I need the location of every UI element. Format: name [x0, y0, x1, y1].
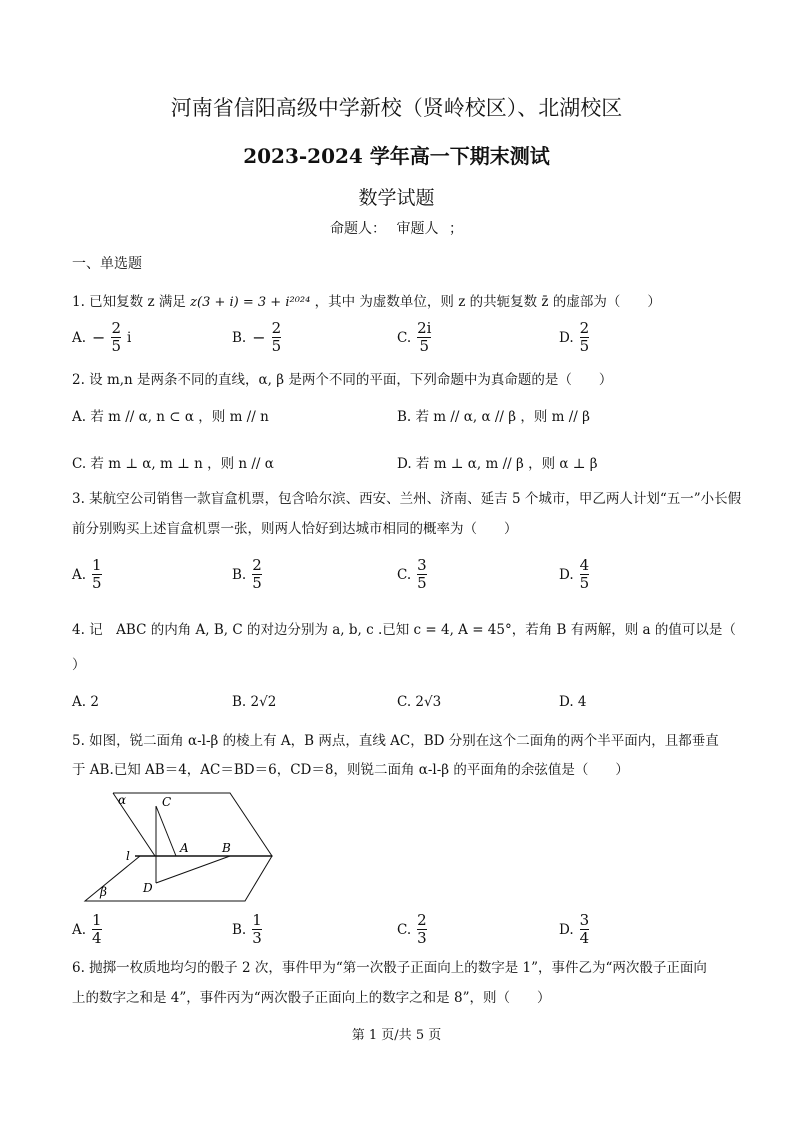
fraction: [580, 320, 590, 355]
subject-title: 数学试题: [358, 187, 435, 209]
option-label: D.: [559, 566, 574, 583]
fraction: [580, 912, 590, 947]
denominator: 5: [579, 574, 590, 592]
question-4-line-1: 4. 记 ABC 的内角 A, B, C 的对边分别为 a, b, c .已知 c = 4, A = 45°，若角 B 有两解，则 a 的值可以是（: [72, 622, 736, 638]
question-5-line-2: 于 AB.已知 AB＝4，AC＝BD＝6，CD＝8，则锐二面角 α-l-β 的平面角的余弦值是（ ）: [72, 762, 629, 778]
denominator: 3: [417, 929, 427, 947]
school-title: 河南省信阳高级中学新校（贤岭校区）、北湖校区: [170, 96, 623, 120]
fraction: [92, 912, 102, 947]
denominator: 5: [579, 337, 590, 355]
dihedral-angle-figure: [80, 788, 280, 906]
question-4-line-2: ）: [72, 657, 86, 673]
option-label: C.: [397, 566, 412, 583]
fraction: [580, 557, 590, 592]
q3-option-d: [559, 557, 589, 592]
option-label: A.: [72, 566, 87, 583]
fraction: [417, 320, 431, 355]
fraction: [272, 320, 282, 355]
q5-option-c: [397, 912, 427, 947]
question-1-stem: [72, 292, 661, 313]
numerator: 1: [92, 911, 102, 929]
label-alpha: α: [118, 793, 127, 807]
label-beta: β: [100, 885, 107, 899]
section-heading: 一、单选题: [72, 256, 142, 272]
fraction: [252, 912, 262, 947]
q5-option-a: [72, 912, 102, 947]
denominator: 5: [419, 337, 430, 355]
q2-option-d: D. 若 m ⊥ α, m // β ，则 α ⊥ β: [397, 456, 598, 472]
q3-option-b: [232, 557, 262, 592]
fraction: [92, 557, 102, 592]
numerator: 2: [579, 319, 590, 337]
numerator: 2: [417, 911, 427, 929]
q5-option-b: [232, 912, 262, 947]
denominator: 5: [252, 574, 262, 592]
option-label: D.: [559, 329, 574, 346]
denominator: 5: [111, 337, 121, 355]
label-c: C: [162, 795, 172, 809]
question-6-line-1: 6. 抛掷一枚质地均匀的骰子 2 次，事件甲为“第一次骰子正面向上的数字是 1”，事件乙为“两次骰子正面向: [72, 960, 707, 976]
exam-title: 2023-2024 学年高一下期末测试: [243, 144, 550, 168]
numerator: 2: [252, 556, 262, 574]
numerator: 1: [92, 556, 102, 574]
q1-text-a: 1. 已知复数 z 满足: [72, 294, 186, 310]
numerator: 3: [579, 911, 590, 929]
q1-option-c: [397, 320, 431, 355]
question-2-stem: 2. 设 m,n 是两条不同的直线，α, β 是两个不同的平面，下列命题中为真命题的是（ ）: [72, 372, 613, 388]
beta-plane: [85, 856, 272, 901]
denominator: 5: [417, 574, 427, 592]
option-sign: −: [252, 328, 266, 347]
denominator: 5: [92, 574, 102, 592]
denominator: 4: [579, 929, 590, 947]
q1-option-a: [72, 320, 131, 355]
fraction: [252, 557, 262, 592]
q5-option-d: [559, 912, 589, 947]
fraction: [417, 912, 427, 947]
page-footer: 第 1 页/共 5 页: [351, 1028, 442, 1043]
option-label: D.: [559, 921, 574, 938]
numerator: 2: [271, 319, 282, 337]
label-d: D: [143, 881, 153, 895]
q2-option-c: C. 若 m ⊥ α, m ⊥ n ，则 n // α: [72, 456, 274, 472]
option-label: C.: [397, 921, 412, 938]
label-l: l: [126, 849, 130, 863]
denominator: 5: [271, 337, 282, 355]
numerator: 4: [579, 556, 590, 574]
q1-formula: z(3 + i) = 3 + i²⁰²⁴: [190, 295, 311, 310]
fraction: [111, 320, 121, 355]
q4-option-b: B. 2√2: [232, 694, 277, 710]
option-label: A.: [72, 329, 87, 346]
option-label: B.: [232, 921, 247, 938]
label-a: A: [180, 841, 189, 855]
numerator: 2i: [417, 319, 432, 337]
label-b: B: [222, 841, 231, 855]
q4-option-c: C. 2√3: [397, 694, 442, 710]
q1-option-b: [232, 320, 281, 355]
q2-option-b: B. 若 m // α, α // β ，则 m // β: [397, 409, 590, 425]
option-label: A.: [72, 921, 87, 938]
authors-line: 命题人： 审题人 ；: [330, 221, 463, 237]
line-db: [156, 856, 230, 883]
fraction: [417, 557, 427, 592]
question-3-line-1: 3. 某航空公司销售一款盲盒机票，包含哈尔滨、西安、兰州、济南、延吉 5 个城市，甲乙两人计划“五一”小长假: [72, 491, 742, 507]
option-suffix: i: [127, 329, 132, 346]
q1-text-b: ，其中 为虚数单位，则 z 的共轭复数 z̄ 的虚部为（ ）: [314, 294, 661, 310]
option-label: C.: [397, 329, 412, 346]
question-6-line-2: 上的数字之和是 4”，事件丙为“两次骰子正面向上的数字之和是 8”，则（ ）: [72, 990, 551, 1006]
option-label: B.: [232, 566, 247, 583]
alpha-plane: [113, 793, 272, 856]
denominator: 3: [252, 929, 262, 947]
q4-option-d: D. 4: [559, 694, 587, 710]
question-5-line-1: 5. 如图，锐二面角 α-l-β 的棱上有 A，B 两点，直线 AC，BD 分别在这个二面角的两个半平面内，且都垂直: [72, 733, 719, 749]
q4-option-a: A. 2: [72, 694, 99, 710]
option-sign: −: [92, 328, 106, 347]
q2-option-a: A. 若 m // α, n ⊂ α ，则 m // n: [72, 409, 269, 425]
q3-option-a: [72, 557, 102, 592]
option-label: B.: [232, 329, 247, 346]
denominator: 4: [92, 929, 102, 947]
numerator: 2: [111, 319, 121, 337]
q3-option-c: [397, 557, 427, 592]
question-3-line-2: 前分别购买上述盲盒机票一张，则两人恰好到达城市相同的概率为（ ）: [72, 521, 518, 537]
numerator: 1: [252, 911, 262, 929]
numerator: 3: [417, 556, 427, 574]
line-ca-slant: [156, 806, 176, 856]
q1-option-d: [559, 320, 589, 355]
